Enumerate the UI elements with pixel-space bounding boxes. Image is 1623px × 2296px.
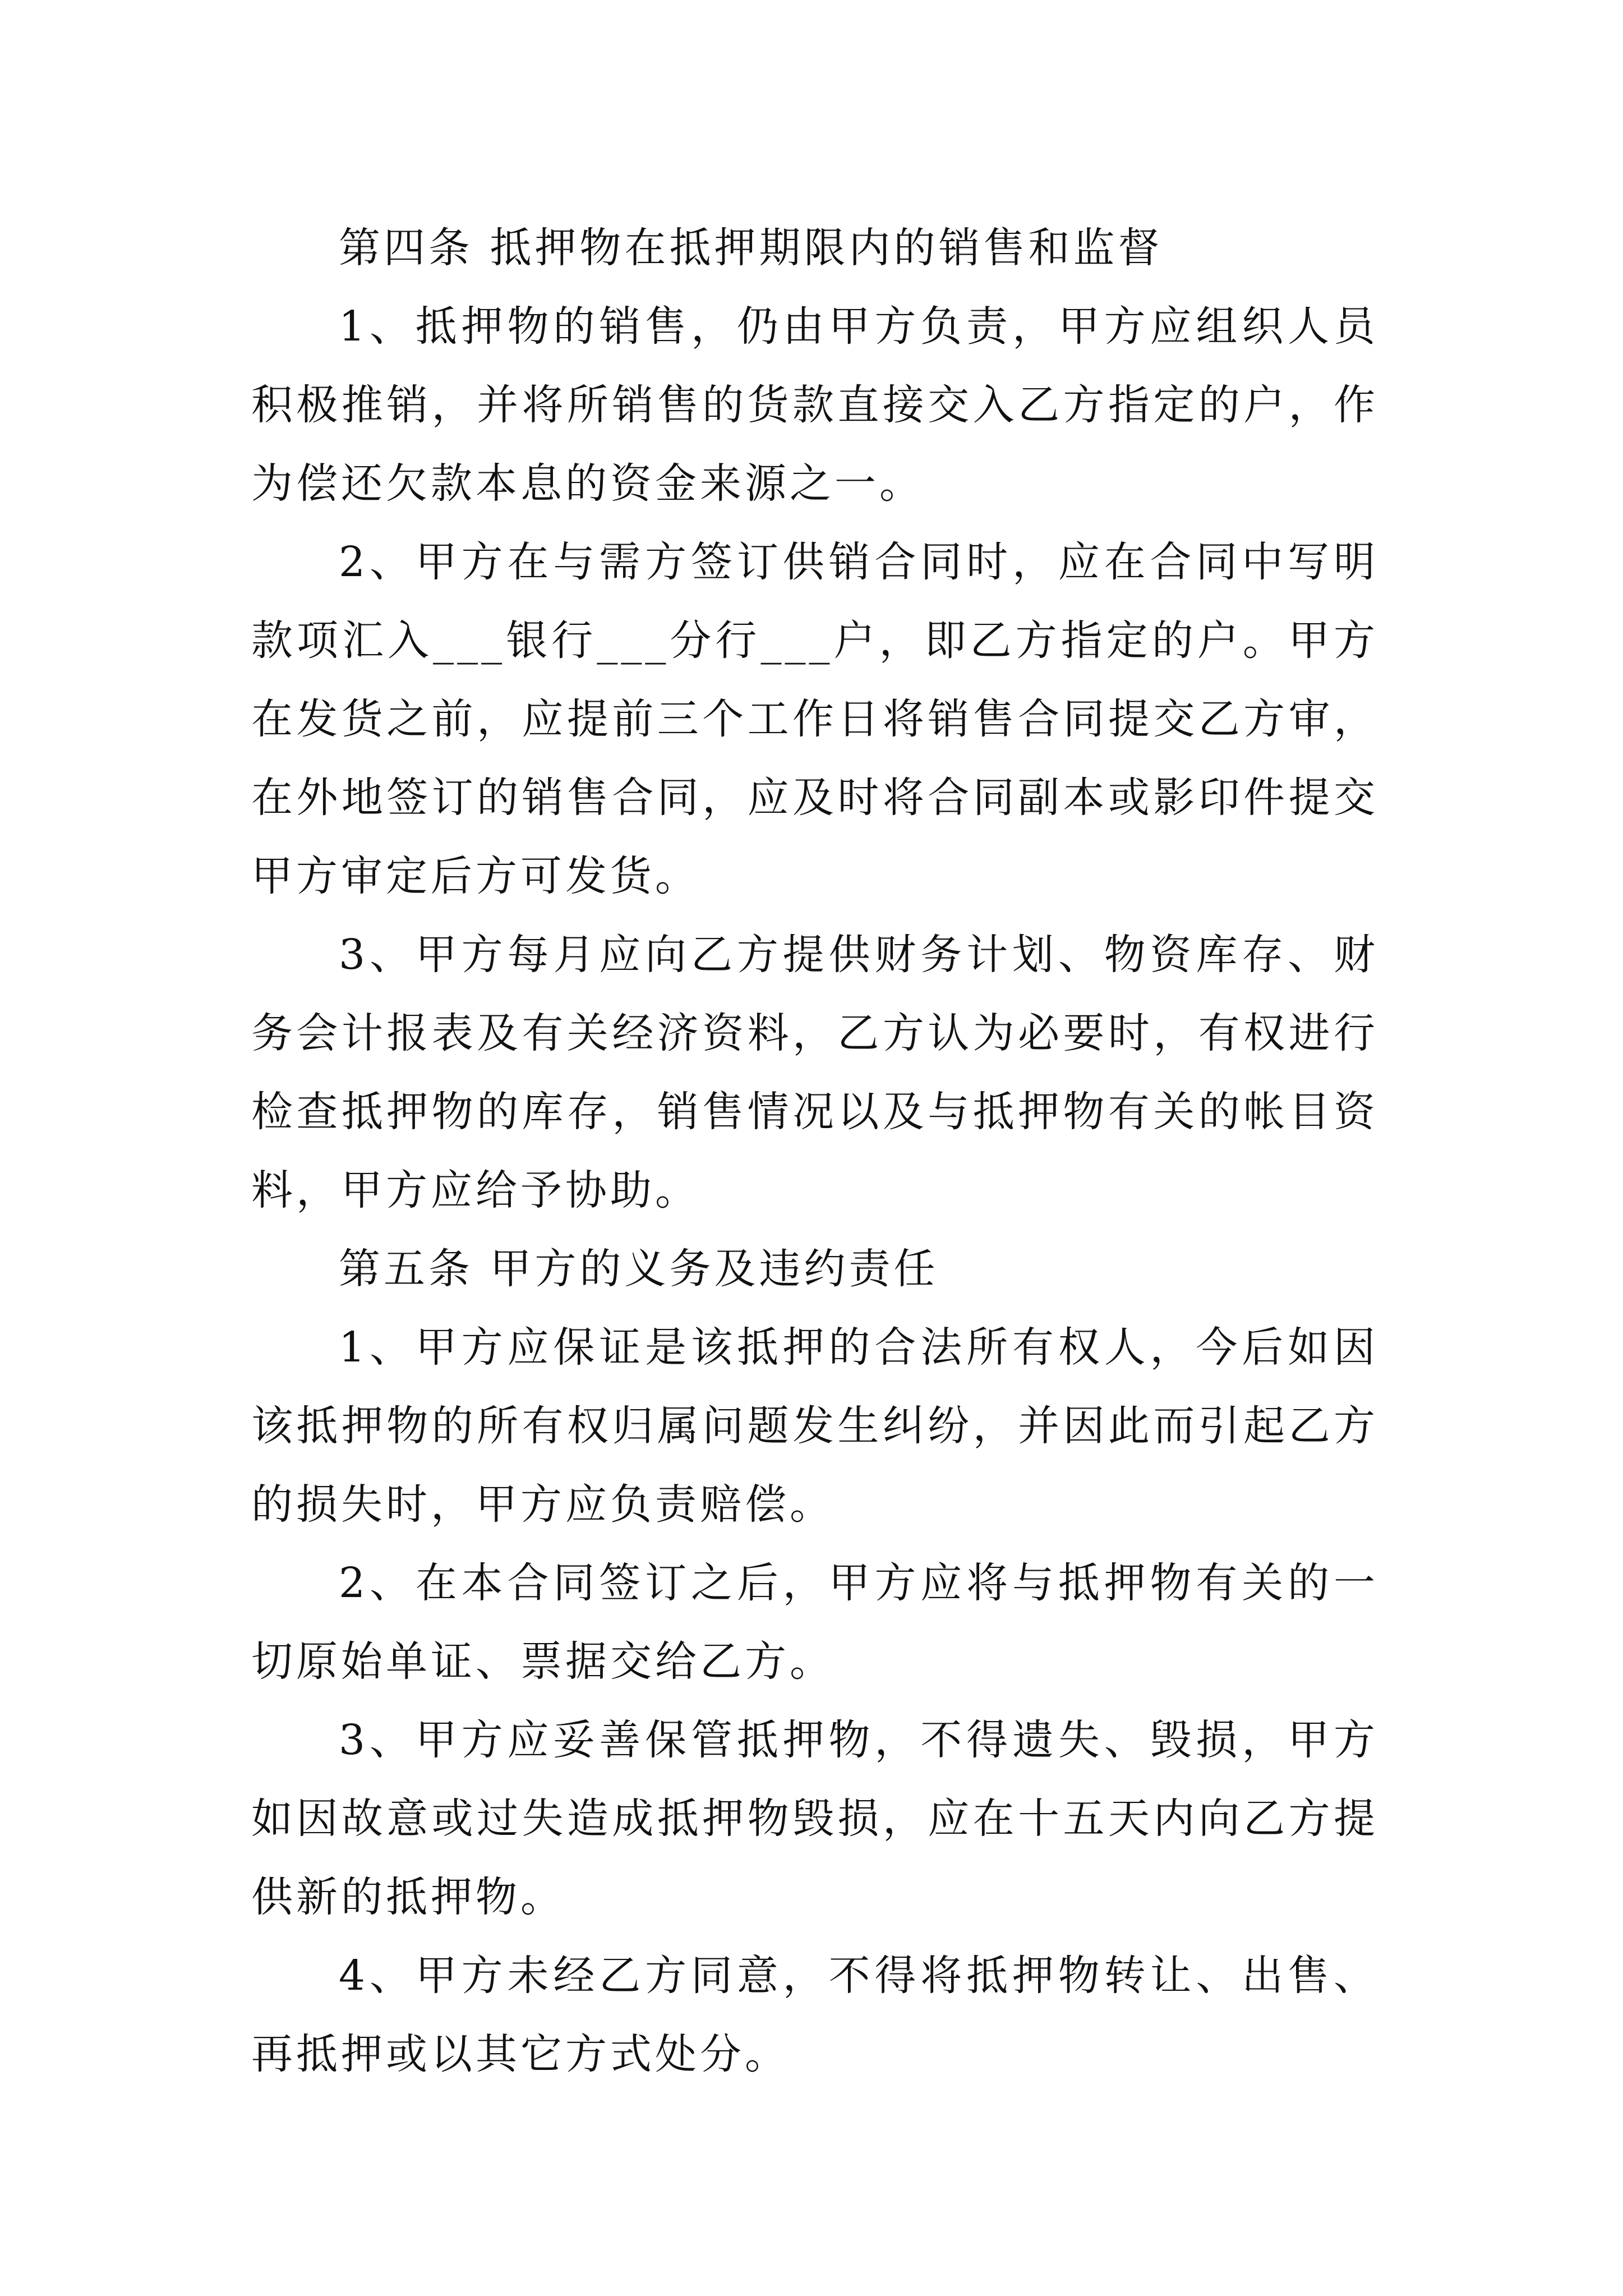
article-4-item-1: 1、抵押物的销售，仍由甲方负责，甲方应组织人员积极推销，并将所销售的货款直接交入乙方指定的户，作为偿还欠款本息的资金来源之一。 bbox=[251, 302, 1378, 508]
article-4-item-2: 2、甲方在与需方签订供销合同时，应在合同中写明款项汇入___银行___分行___户，即乙方指定的户。甲方在发货之前，应提前三个工作日将销售合同提交乙方审，在外地签订的销售合同，应及时将合同副本或影印件提交甲方审定后方可发货。 bbox=[251, 538, 1378, 900]
article-4-item-3: 3、甲方每月应向乙方提供财务计划、物资库存、财务会计报表及有关经济资料，乙方认为必要时，有权进行检查抵押物的库存，销售情况以及与抵押物有关的帐目资料，甲方应给予协助。 bbox=[251, 931, 1378, 1214]
article-5-heading: 第五条 甲方的义务及违约责任 bbox=[339, 1245, 939, 1293]
article-4-heading: 第四条 抵押物在抵押期限内的销售和监督 bbox=[339, 224, 1163, 272]
article-5-item-3: 3、甲方应妥善保管抵押物，不得遗失、毁损，甲方如因故意或过失造成抵押物毁损，应在十五天内向乙方提供新的抵押物。 bbox=[251, 1716, 1378, 1921]
article-5-item-2: 2、在本合同签订之后，甲方应将与抵押物有关的一切原始单证、票据交给乙方。 bbox=[251, 1559, 1378, 1686]
document-body bbox=[251, 209, 1378, 2093]
article-5-item-4: 4、甲方未经乙方同意，不得将抵押物转让、出售、再抵押或以其它方式处分。 bbox=[251, 1952, 1378, 2078]
article-5-item-1: 1、甲方应保证是该抵押的合法所有权人，今后如因该抵押物的所有权归属问题发生纠纷，并因此而引起乙方的损失时，甲方应负责赔偿。 bbox=[251, 1323, 1378, 1529]
